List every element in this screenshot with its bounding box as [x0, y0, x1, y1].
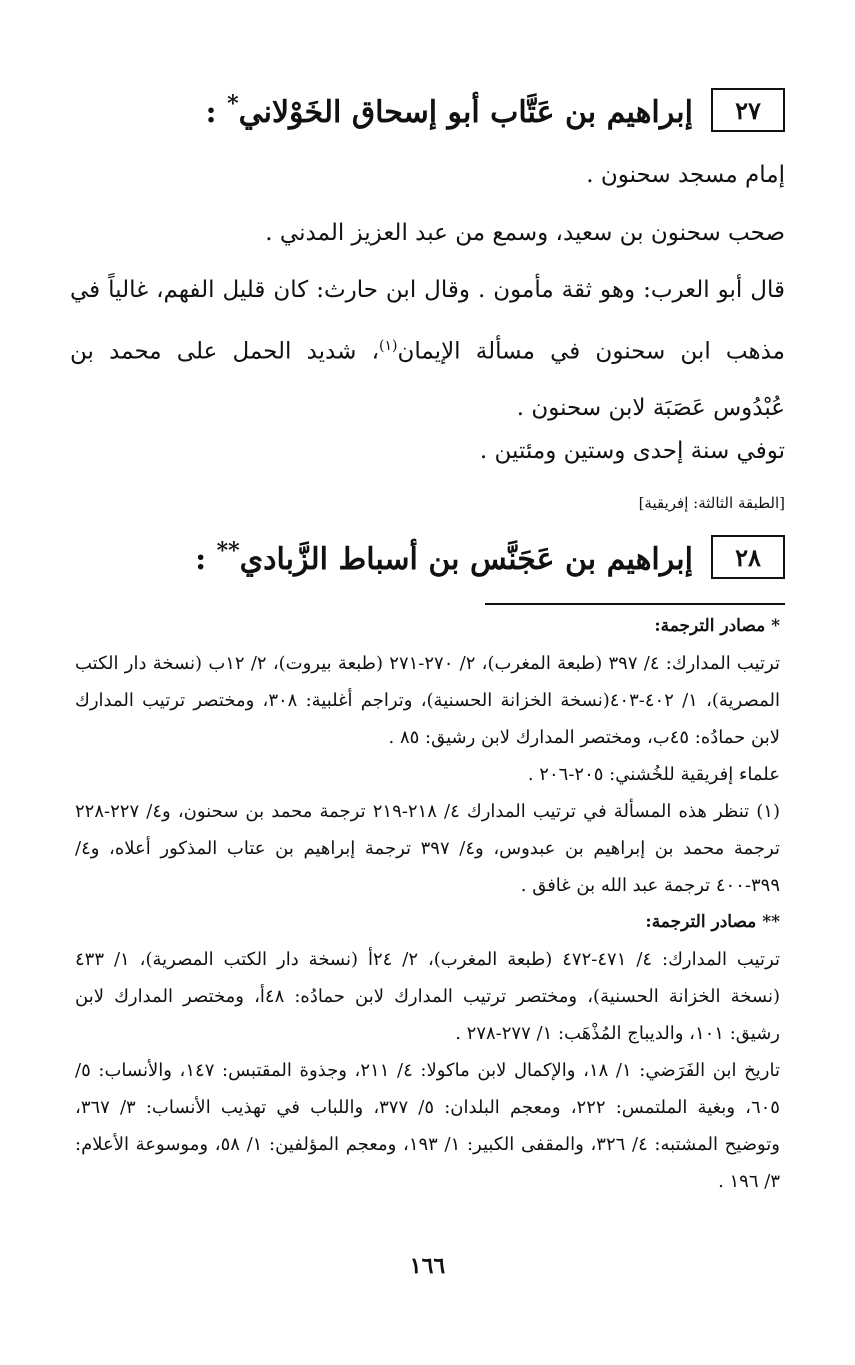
sources-paragraph: علماء إفريقية للخُشني: ٢٠٥-٢٠٦ .	[527, 764, 780, 785]
footnote-marker: **	[216, 537, 240, 564]
sources-paragraph: تاريخ ابن الفَرَضي: ١/ ١٨، والإكمال لابن ماكولا: ٤/ ٢١١، وجذوة المقتبس: ١٤٧، والأنساب: ٥/ ٦٠٥، وبغية الملتمس: ٢٢٢، ومعجم البلدان: ٥/ ٣٧٧، واللباب في تهذيب الأنساب: ٣/ ٣٦٧، وتوضيح المشتبه: ٤/ ٣٢٦، والمقفى الكبير: ١/ ١٩٣، ومعجم المؤلفين: ١/ ٥٨، وموسوعة الأعلام: ٣/ ١٩٦ .	[75, 1060, 780, 1192]
entry-title-text: إبراهيم بن عَتَّاب أبو إسحاق الخَوْلاني	[238, 94, 693, 130]
title-colon: :	[205, 94, 217, 130]
tabaqa-label: [الطبقة الثالثة: إفريقية]	[638, 494, 785, 512]
entry-title-text: إبراهيم بن عَجَنَّس بن أسباط الزَّبادي	[239, 541, 693, 577]
sources-paragraph: ترتيب المدارك: ٤/ ٤٧١-٤٧٢ (طبعة المغرب)، ٢/ ٢٤أ (نسخة دار الكتب المصرية)، ١/ ٤٣٣ (نسخة الخزانة الحسنية)، ومختصر ترتيب المدارك لابن حمادُه: ٤٨أ، ومختصر المدارك لابن رشيق: ١٠١، والديباج المُذْهَب: ١/ ٢٧٧-٢٧٨ .	[75, 949, 781, 1044]
sources-heading: ** مصادر الترجمة:	[645, 912, 780, 932]
sources-heading: * مصادر الترجمة:	[654, 616, 780, 636]
entry-number-box: ٢٨	[711, 535, 785, 579]
footnote-separator	[485, 603, 785, 605]
footnote-marker: *	[227, 90, 239, 117]
footnote-1: (١) تنظر هذه المسألة في ترتيب المدارك ٤/ ٢١٨-٢١٩ ترجمة محمد بن سحنون، و٤/ ٢٢٧-٢٢٨ ترجمة محمد بن إبراهيم بن عبدوس، و٤/ ٣٩٧ ترجمة إبراهيم بن عتاب المذكور أعلاه، و٤/ ٣٩٩-٤٠٠ ترجمة عبد الله بن غافق .	[75, 801, 780, 896]
entry-27-line: صحب سحنون بن سعيد، وسمع من عبد العزيز المدني .	[265, 220, 785, 246]
entry-number-box: ٢٧	[711, 88, 785, 132]
entry-title	[195, 538, 693, 577]
entry-27-heading	[206, 88, 785, 132]
entry-title	[206, 91, 693, 130]
entry-27-paragraph	[70, 262, 785, 436]
title-colon: :	[195, 541, 207, 577]
sources-paragraph: ترتيب المدارك: ٤/ ٣٩٧ (طبعة المغرب)، ٢/ ٢٧٠-٢٧١ (طبعة بيروت)، ٢/ ١٢ب (نسخة دار الكتب المصرية)، ١/ ٤٠٢-٤٠٣(نسخة الخزانة الحسنية)، وتراجم أغلبية: ٣٠٨، ومختصر ترتيب المدارك لابن حمادُه: ٤٥ب، ومختصر المدارك لابن رشيق: ٨٥ .	[75, 653, 780, 748]
footnote-ref: (١)	[379, 338, 398, 354]
entry-27-line: إمام مسجد سحنون .	[586, 162, 785, 188]
paragraph-text: قال أبو العرب: وهو ثقة مأمون . وقال ابن حارث: كان قليل الفهم، غالياً في مذهب ابن سحنون في مسألة الإيمان	[70, 277, 785, 365]
page-number: ١٦٦	[409, 1253, 446, 1279]
entry-27-line: توفي سنة إحدى وستين ومئتين .	[479, 438, 785, 464]
entry-28-heading	[195, 535, 785, 579]
footnotes	[75, 608, 780, 1200]
paragraph-text: ، شديد الحمل على محمد بن عُبْدُوس عَصَبَة لابن سحنون .	[70, 338, 785, 421]
